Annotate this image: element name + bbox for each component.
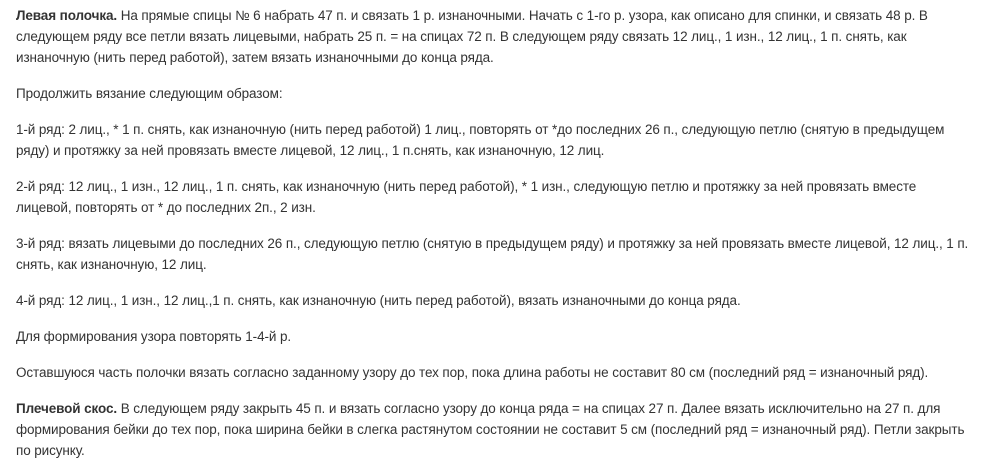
paragraph-left-front xyxy=(16,5,975,68)
paragraph-row-4: 4-й ряд: 12 лиц., 1 изн., 12 лиц.,1 п. снять, как изнаночную (нить перед работой), вязать изнаночными до конца ряда. xyxy=(16,293,741,308)
paragraph-continue: Продолжить вязание следующим образом: xyxy=(16,86,283,101)
paragraph-row-1: 1-й ряд: 2 лиц., * 1 п. снять, как изнаночную (нить перед работой) 1 лиц., повторять от *до последних 26 п., следующую петлю (снятую в предыдущем ряду) и протяжку за ней провязать вместе лицевой, 12 лиц., 1 п.снять, как изнаночную, 12 лиц. xyxy=(16,122,945,158)
text-shoulder: В следующем ряду закрыть 45 п. и вязать согласно узору до конца ряда = на спицах 27 п. Далее вязать исключительно на 27 п. для формирования бейки до тех пор, пока ширина бейки в слегка растянутом состоянии не составит 5 см (последний ряд = изнаночный ряд). Петли закрыть по рисунку. xyxy=(16,401,965,458)
paragraph-row-3: 3-й ряд: вязать лицевыми до последних 26 п., следующую петлю (снятую в предыдущем ряду) и протяжку за ней провязать вместе лицевой, 12 лиц., 1 п. снять, как изнаночную, 12 лиц. xyxy=(16,236,969,272)
heading-left-front: Левая полочка. xyxy=(16,8,118,23)
paragraph-pattern-repeat: Для формирования узора повторять 1-4-й р. xyxy=(16,329,292,344)
text-left-front: На прямые спицы № 6 набрать 47 п. и связать 1 р. изнаночными. Начать с 1-го р. узора, как описано для спинки, и связать 48 р. В следующем ряду все петли вязать лицевыми, набрать 25 п. = на спицах 72 п. В следующем ряду связать 12 лиц., 1 изн., 12 лиц., 1 п. снять, как изнаночную (нить перед работой), затем вязать изнаночными до конца ряда. xyxy=(16,8,928,65)
paragraph-remaining: Оставшуюся часть полочки вязать согласно заданному узору до тех пор, пока длина работы не составит 80 см (последний ряд = изнаночный ряд). xyxy=(16,365,929,380)
paragraph-shoulder xyxy=(16,398,975,461)
heading-shoulder: Плечевой скос. xyxy=(16,401,118,416)
paragraph-row-2: 2-й ряд: 12 лиц., 1 изн., 12 лиц., 1 п. снять, как изнаночную (нить перед работой), * 1 изн., следующую петлю и протяжку за ней провязать вместе лицевой, повторять от * до последних 2п., 2 изн. xyxy=(16,179,917,215)
